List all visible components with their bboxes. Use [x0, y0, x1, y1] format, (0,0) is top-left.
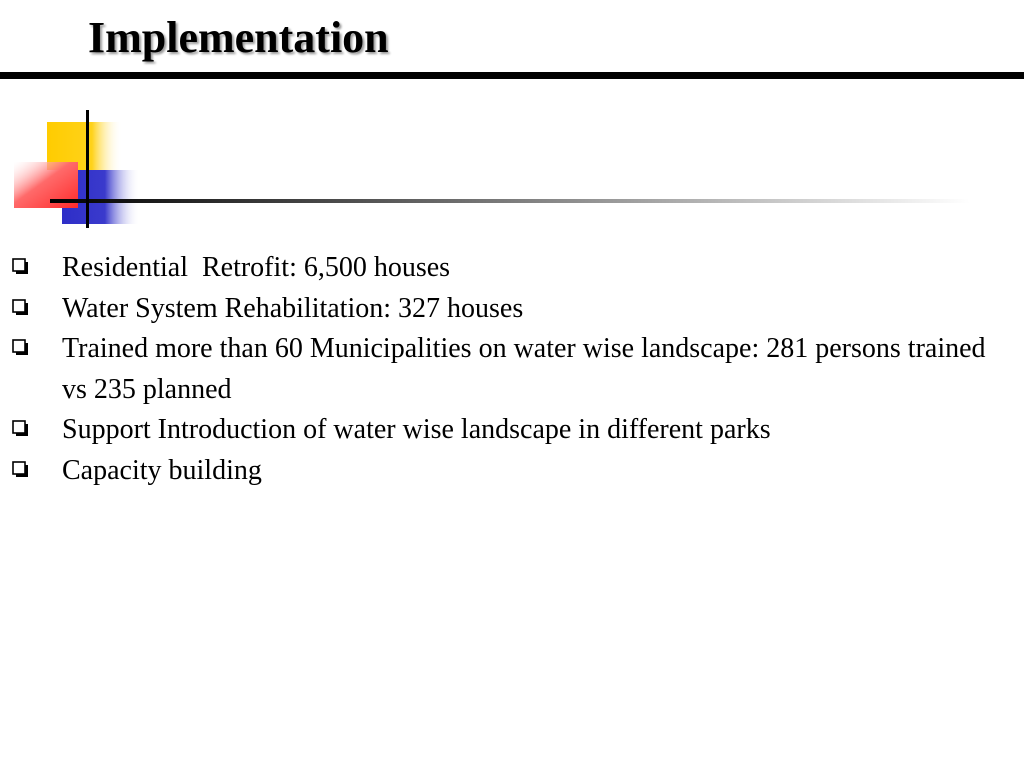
bullet-text: Residential Retrofit: 6,500 houses	[62, 252, 451, 283]
vertical-accent-line	[86, 110, 89, 228]
checkbox-square-icon	[12, 339, 30, 357]
checkbox-square-icon	[12, 461, 30, 479]
bullet-item	[12, 410, 1012, 451]
bullet-list	[12, 248, 1012, 491]
horizontal-accent-line	[50, 199, 970, 203]
checkbox-square-icon	[12, 258, 30, 276]
bullet-item	[12, 451, 1012, 492]
slide-title: Implementation	[88, 13, 389, 62]
checkbox-square-icon	[12, 420, 30, 438]
decorative-squares-graphic	[0, 100, 1024, 240]
bullet-text: Support Introduction of water wise landscape in different parks	[62, 414, 771, 445]
bullet-text: Capacity building	[62, 454, 262, 486]
bullet-text: Trained more than 60 Municipalities on water wise landscape: 281 persons trained vs 235 planned	[62, 333, 993, 405]
title-divider	[0, 72, 1024, 79]
checkbox-square-icon	[12, 299, 30, 317]
bullet-item	[12, 248, 1012, 289]
bullet-text: Water System Rehabilitation: 327 houses	[62, 292, 524, 324]
bullet-item	[12, 329, 1012, 410]
bullet-item	[12, 289, 1012, 330]
